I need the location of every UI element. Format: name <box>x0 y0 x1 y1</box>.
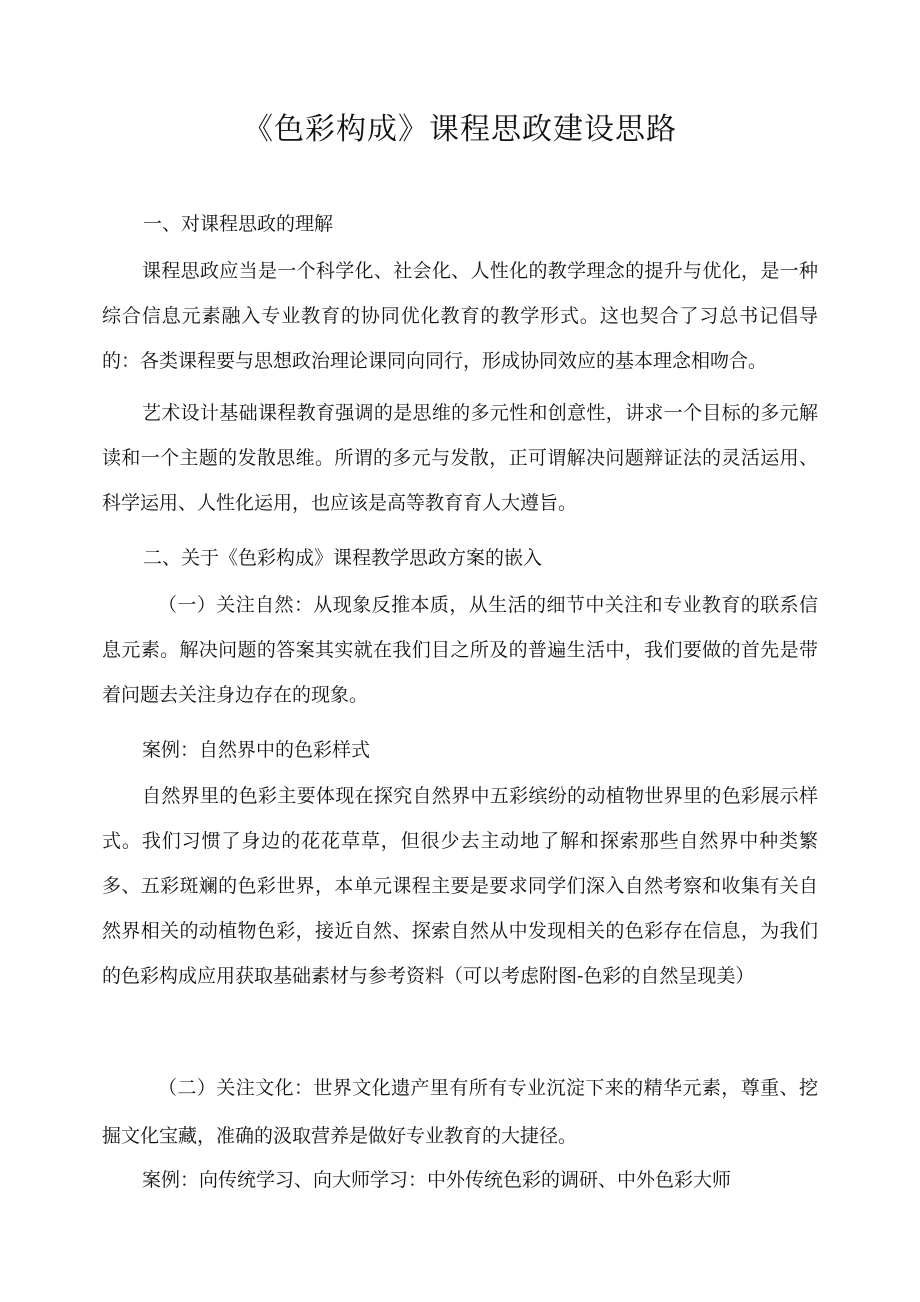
section-heading-1: 一、对课程思政的理解 <box>143 213 334 235</box>
paragraph-3: （一）关注自然：从现象反推本质，从生活的细节中关注和专业教育的联系信息元素。解决问题的答案其实就在我们目之所及的普遍生活中，我们要做的首先是带着问题去关注身边存在的现象。 <box>102 594 818 706</box>
page-title: 《色彩构成》课程思政建设思路 <box>243 112 677 147</box>
paragraph-1: 课程思政应当是一个科学化、社会化、人性化的教学理念的提升与优化，是一种综合信息元素融入专业教育的协同优化教育的教学形式。这也契合了习总书记倡导的：各类课程要与思想政治理论课同向同行，形成协同效应的基本理念相吻合。 <box>102 260 818 372</box>
paragraph-7: 案例：向传统学习、向大师学习：中外传统色彩的调研、中外色彩大师 <box>142 1169 732 1191</box>
paragraph-6: （二）关注文化：世界文化遗产里有所有专业沉淀下来的精华元素，尊重、挖掘文化宝藏，准确的汲取营养是做好专业教育的大捷径。 <box>102 1077 818 1147</box>
paragraph-4: 案例：自然界中的色彩样式 <box>142 739 371 761</box>
paragraph-2: 艺术设计基础课程教育强调的是思维的多元性和创意性，讲求一个目标的多元解读和一个主题的发散思维。所谓的多元与发散，正可谓解决问题辩证法的灵活运用、科学运用、人性化运用，也应该是高等教育育人大遵旨。 <box>102 402 818 514</box>
paragraph-5: 自然界里的色彩主要体现在探究自然界中五彩缤纷的动植物世界里的色彩展示样式。我们习惯了身边的花花草草，但很少去主动地了解和探索那些自然界中种类繁多、五彩斑斓的色彩世界，本单元课程主要是要求同学们深入自然考察和收集有关自然界相关的动植物色彩，接近自然、探索自然从中发现相关的色彩存在信息，为我们的色彩构成应用获取基础素材与参考资料（可以考虑附图-色彩的自然呈现美） <box>102 785 818 987</box>
section-heading-2: 二、关于《色彩构成》课程教学思政方案的嵌入 <box>143 547 543 569</box>
